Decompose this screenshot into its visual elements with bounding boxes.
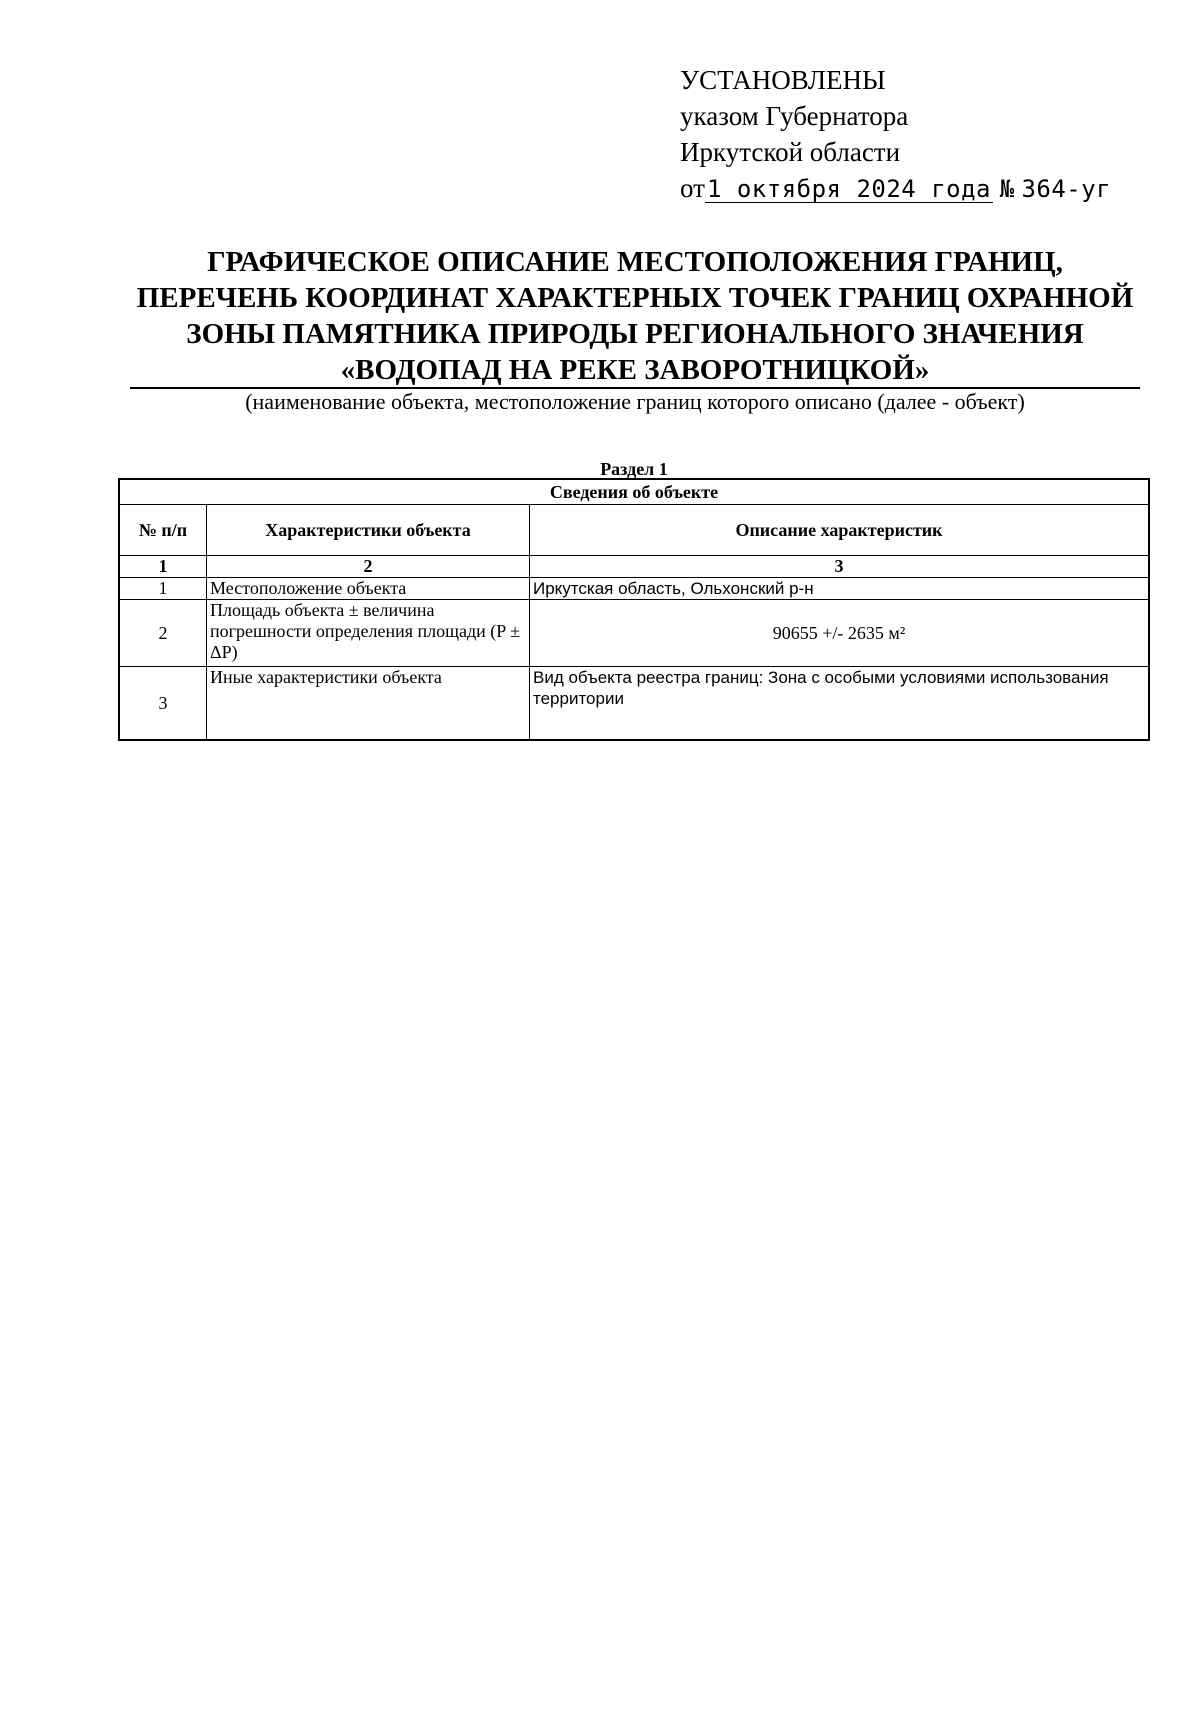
object-info-table (118, 478, 1150, 741)
approval-authority: указом Губернатора (680, 101, 909, 131)
table-row (119, 667, 1149, 741)
table-header-row (119, 505, 1149, 556)
column-number: 2 (207, 556, 530, 578)
column-number-row (119, 556, 1149, 578)
title-line-2: ПЕРЕЧЕНЬ КООРДИНАТ ХАРАКТЕРНЫХ ТОЧЕК ГРАНИЦ ОХРАННОЙ (136, 282, 1134, 314)
title-line-3: ЗОНЫ ПАМЯТНИКА ПРИРОДЫ РЕГИОНАЛЬНОГО ЗНАЧЕНИЯ (186, 318, 1084, 350)
column-number: 1 (119, 556, 207, 578)
date-prefix: от (680, 173, 705, 203)
row-description: Иркутская область, Ольхонский р-н (530, 578, 1150, 600)
table-caption: Сведения об объекте (119, 479, 1149, 505)
number-sign: № (999, 175, 1015, 203)
row-description: 90655 +/- 2635 м² (530, 600, 1150, 667)
document-title (130, 244, 1140, 388)
row-characteristic: Иные характеристики объекта (207, 667, 530, 741)
row-num: 3 (119, 667, 207, 741)
row-characteristic: Местоположение объекта (207, 578, 530, 600)
row-description: Вид объекта реестра границ: Зона с особыми условиями использования территории (530, 667, 1150, 741)
decree-number: 364-уг (1021, 175, 1112, 203)
row-num: 1 (119, 578, 207, 600)
section-label: Раздел 1 (600, 459, 668, 479)
row-num: 2 (119, 600, 207, 667)
decree-date: 1 октября 2024 года (706, 175, 991, 203)
column-number: 3 (530, 556, 1150, 578)
header-characteristic: Характеристики объекта (207, 505, 530, 556)
title-line-1: ГРАФИЧЕСКОЕ ОПИСАНИЕ МЕСТОПОЛОЖЕНИЯ ГРАНИЦ, (207, 246, 1063, 278)
header-description: Описание характеристик (530, 505, 1150, 556)
approval-heading: УСТАНОВЛЕНЫ (680, 65, 886, 95)
table-caption-row (119, 479, 1149, 505)
approval-region: Иркутской области (680, 137, 901, 167)
row-characteristic: Площадь объекта ± величина погрешности определения площади (P ± ΔР) (207, 600, 530, 667)
table-row (119, 578, 1149, 600)
approval-date-line (680, 170, 1140, 207)
table-row (119, 600, 1149, 667)
title-line-4: «ВОДОПАД НА РЕКЕ ЗАВОРОТНИЦКОЙ» (340, 354, 930, 386)
approval-stamp (680, 62, 1140, 207)
title-caption: (наименование объекта, местоположение границ которого описано (далее - объект) (245, 389, 1025, 414)
header-num: № п/п (119, 505, 207, 556)
